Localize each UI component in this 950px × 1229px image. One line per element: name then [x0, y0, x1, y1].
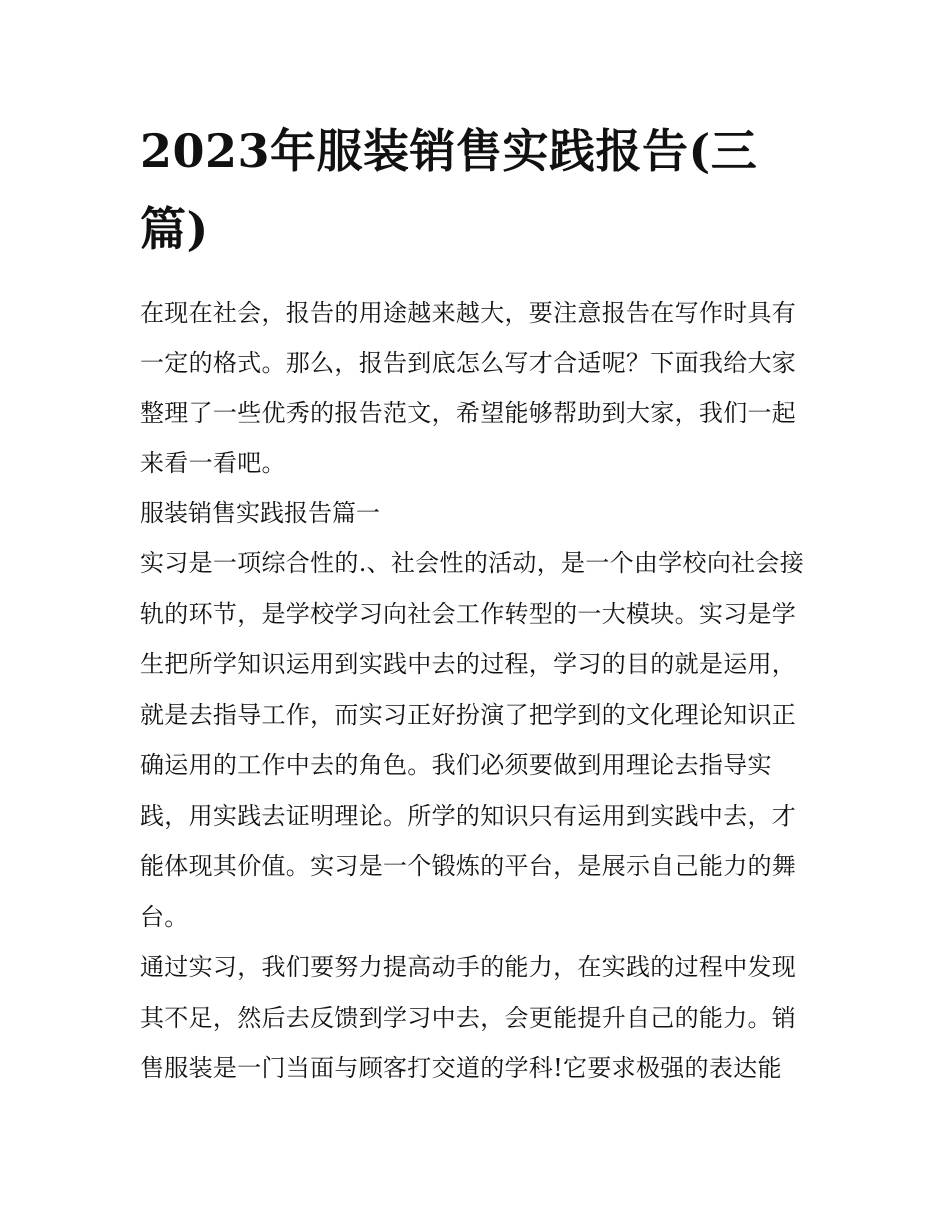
intro-paragraph: 在现在社会，报告的用途越来越大，要注意报告在写作时具有一定的格式。那么，报告到底怎么写才合适呢？下面我给大家整理了一些优秀的报告范文，希望能够帮助到大家，我们一起来看一看吧。 — [140, 299, 797, 477]
document-title: 2023年服装销售实践报告(三篇) — [140, 124, 758, 256]
section-heading: 服装销售实践报告篇一 — [140, 499, 380, 527]
body-paragraph-1: 实习是一项综合性的.、社会性的活动，是一个由学校向社会接轨的环节，是学校学习向社会工作转型的一大模块。实习是学生把所学知识运用到实践中去的过程，学习的目的就是运用，就是去指导工作，而实习正好扮演了把学到的文化理论知识正确运用的工作中去的角色。我们必须要做到用理论去指导实践，用实践去证明理论。所学的知识只有运用到实践中去，才能体现其价值。实习是一个锻炼的平台，是展示自己能力的舞台。 — [140, 549, 805, 931]
body-paragraph-2: 通过实习，我们要努力提高动手的能力，在实践的过程中发现其不足，然后去反馈到学习中去，会更能提升自己的能力。销售服装是一门当面与顾客打交道的学科!它要求极强的表达能 — [140, 953, 797, 1082]
document-body — [140, 112, 812, 1094]
